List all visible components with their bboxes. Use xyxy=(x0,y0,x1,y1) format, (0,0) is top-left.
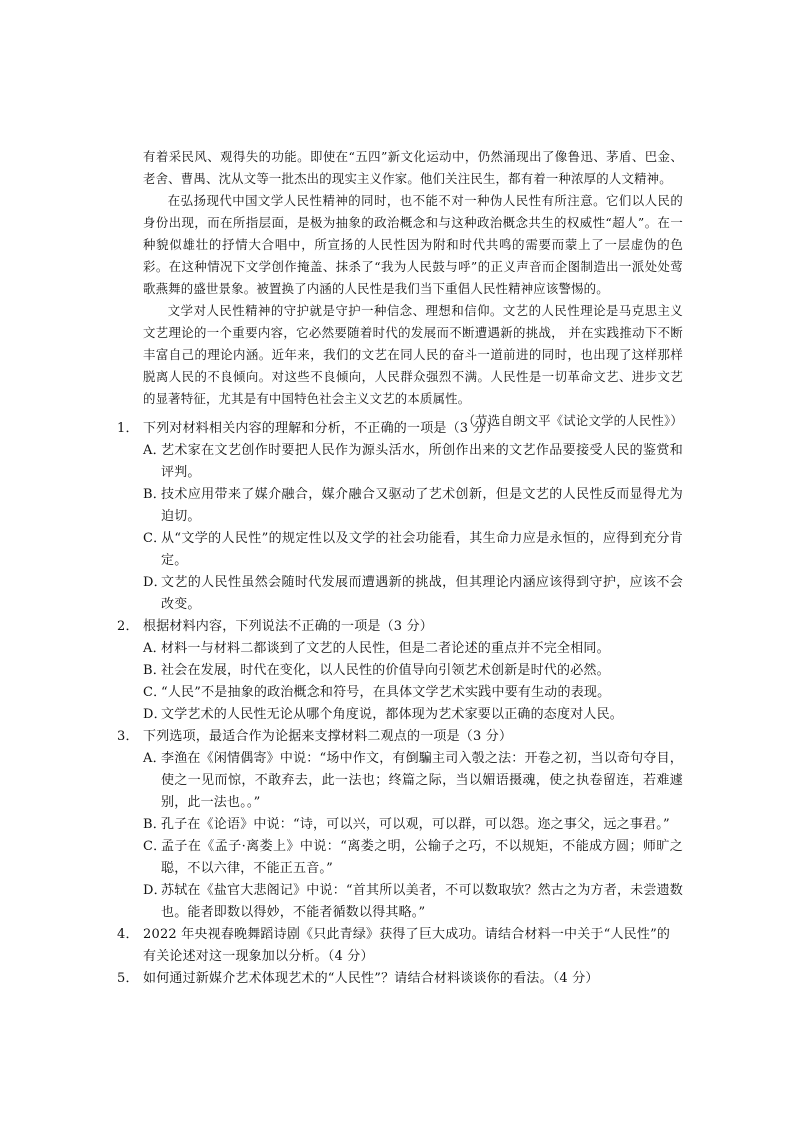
option-letter: D． xyxy=(143,707,167,722)
option-letter: C． xyxy=(143,531,167,546)
option-letter: A． xyxy=(143,443,166,458)
question-5 xyxy=(117,968,683,990)
passage-paragraph-1: 有着采民风、观得失的功能。即使在“五四”新文化运动中，仍然涌现出了像鲁迅、茅盾、巴金、老舍、曹禺、沈从文等一批杰出的现实主义作家。他们关注民生，都有着一种浓厚的人文精神。 xyxy=(143,149,683,186)
option-letter: D． xyxy=(143,575,167,590)
option-a xyxy=(143,748,683,814)
option-text: 技术应用带来了媒介融合，媒介融合又驱动了艺术创新，但是文艺的人民性反而显得尤为迫切。 xyxy=(161,487,683,524)
question-stem: 下列对材料相关内容的理解和分析，不正确的一项是（3 分） xyxy=(143,421,500,436)
option-text: 艺术家在文艺创作时要把人民作为源头活水，所创作出来的文艺作品要接受人民的鉴赏和评判。 xyxy=(161,443,683,480)
question-stem: 如何通过新媒介艺术体现艺术的“人民性”？请结合材料谈谈你的看法。（4 分） xyxy=(143,971,599,986)
option-letter: C． xyxy=(143,685,167,700)
option-letter: A． xyxy=(143,751,166,766)
question-4 xyxy=(117,924,683,968)
question-stem: 根据材料内容，下列说法不正确的一项是（3 分） xyxy=(143,619,434,634)
option-a xyxy=(143,638,683,660)
option-c xyxy=(143,836,683,880)
option-text: 孔子在《论语》中说：“诗，可以兴，可以观，可以群，可以怨。迩之事父，远之事君。” xyxy=(161,817,670,832)
option-d xyxy=(143,572,683,616)
option-c xyxy=(143,682,683,704)
option-d xyxy=(143,704,683,726)
passage-source: （节选自朗文平《试论文学的人民性》） xyxy=(462,413,683,428)
question-number: 1． xyxy=(117,421,139,436)
option-text: 李渔在《闲情偶寄》中说：“场中作文，有倒騙主司入彀之法：开卷之初，当以奇句夺目，使之一见而惊，不敢弃去，此一法也；终篇之际，当以媚语摄魂，使之执卷留连，若难遽别，此一法也。。” xyxy=(161,751,683,810)
option-letter: B． xyxy=(143,663,166,678)
option-letter: D． xyxy=(143,883,167,898)
passage-paragraph-2: 在弘扬现代中国文学人民性精神的同时，也不能不对一种伪人民性有所注意。它们以人民的身份出现，而在所指层面，是极为抽象的政治概念和与这种政治概念共生的权威性“超人”。在一种貌似雄壮的抒情大合唱中，所宣扬的人民性因为附和时代共鸣的需要而蒙上了一层虚伪的色彩。在这种情况下文学创作掩盖、抹杀了“我为人民鼓与呼”的正义声音而企图制造出一派处处莺歌燕舞的盛世景象。被置换了内涵的人民性是我们当下重倡人民性精神应该警惕的。 xyxy=(143,193,683,296)
option-letter: A． xyxy=(143,641,166,656)
question-stem: 下列选项，最适合作为论据来支撑材料二观点的一项是（3 分） xyxy=(143,729,513,744)
option-c xyxy=(143,528,683,572)
passage-paragraph-3: 文学对人民性精神的守护就是守护一种信念、理想和信仰。文艺的人民性理论是马克思主义文艺理论的一个重要内容，它必然要随着时代的发展而不断遭遇新的挑战， 并在实践推动下不断丰富自己的理论内涵。近年来，我们的文艺在同人民的奋斗一道前进的同时，也出现了这样那样脱离人民的不良倾向。对这些不良倾向，人民群众强烈不满。人民性是一切革命文艺、进步文艺的显著特征，尤其是有中国特色社会主义文艺的本质属性。 xyxy=(143,303,683,406)
option-text: “人民”不是抽象的政治概念和符号，在具体文学艺术实践中要有生动的表现。 xyxy=(161,685,611,700)
reading-passage xyxy=(143,146,683,432)
option-text: 文艺的人民性虽然会随时代发展而遭遇新的挑战，但其理论内涵应该得到守护，应该不会改变。 xyxy=(161,575,683,612)
option-a xyxy=(143,440,683,484)
option-text: 苏轼在《盐官大悲阁记》中说：“首其所以美者，不可以数取欤？然古之为方者，未尝遗数也。能者即数以得妙，不能者循数以得其略。” xyxy=(161,883,683,920)
option-d xyxy=(143,880,683,924)
option-text: 社会在发展，时代在变化，以人民性的价值导向引领艺术创新是时代的必然。 xyxy=(161,663,610,678)
question-3 xyxy=(117,726,683,924)
option-b xyxy=(143,814,683,836)
option-text: 材料一与材料二都谈到了文艺的人民性，但是二者论述的重点并不完全相同。 xyxy=(161,641,610,656)
option-text: 从“文学的人民性”的规定性以及文学的社会功能看，其生命力应是永恒的，应得到充分肯定。 xyxy=(161,531,683,568)
option-text: 孟子在《孟子·离娄上》中说：“离娄之明，公输子之巧，不以规矩，不能成方圆；师旷之聪，不以六律，不能正五音。” xyxy=(161,839,683,876)
option-text: 文学艺术的人民性无论从哪个角度说，都体现为艺术家要以正确的态度对人民。 xyxy=(161,707,624,722)
option-letter: B． xyxy=(143,817,166,832)
question-number: 3． xyxy=(117,729,139,744)
question-number: 4． xyxy=(117,927,139,942)
question-2 xyxy=(117,616,683,726)
question-number: 5． xyxy=(117,971,139,986)
question-1 xyxy=(117,418,683,616)
question-list xyxy=(117,418,683,990)
question-number: 2． xyxy=(117,619,139,634)
option-letter: C． xyxy=(143,839,167,854)
option-letter: B． xyxy=(143,487,166,502)
option-b xyxy=(143,484,683,528)
option-b xyxy=(143,660,683,682)
question-stem: 2022 年央视春晚舞蹈诗剧《只此青绿》获得了巨大成功。请结合材料一中关于“人民性”的有关论述对这一现象加以分析。（4 分） xyxy=(143,927,671,964)
